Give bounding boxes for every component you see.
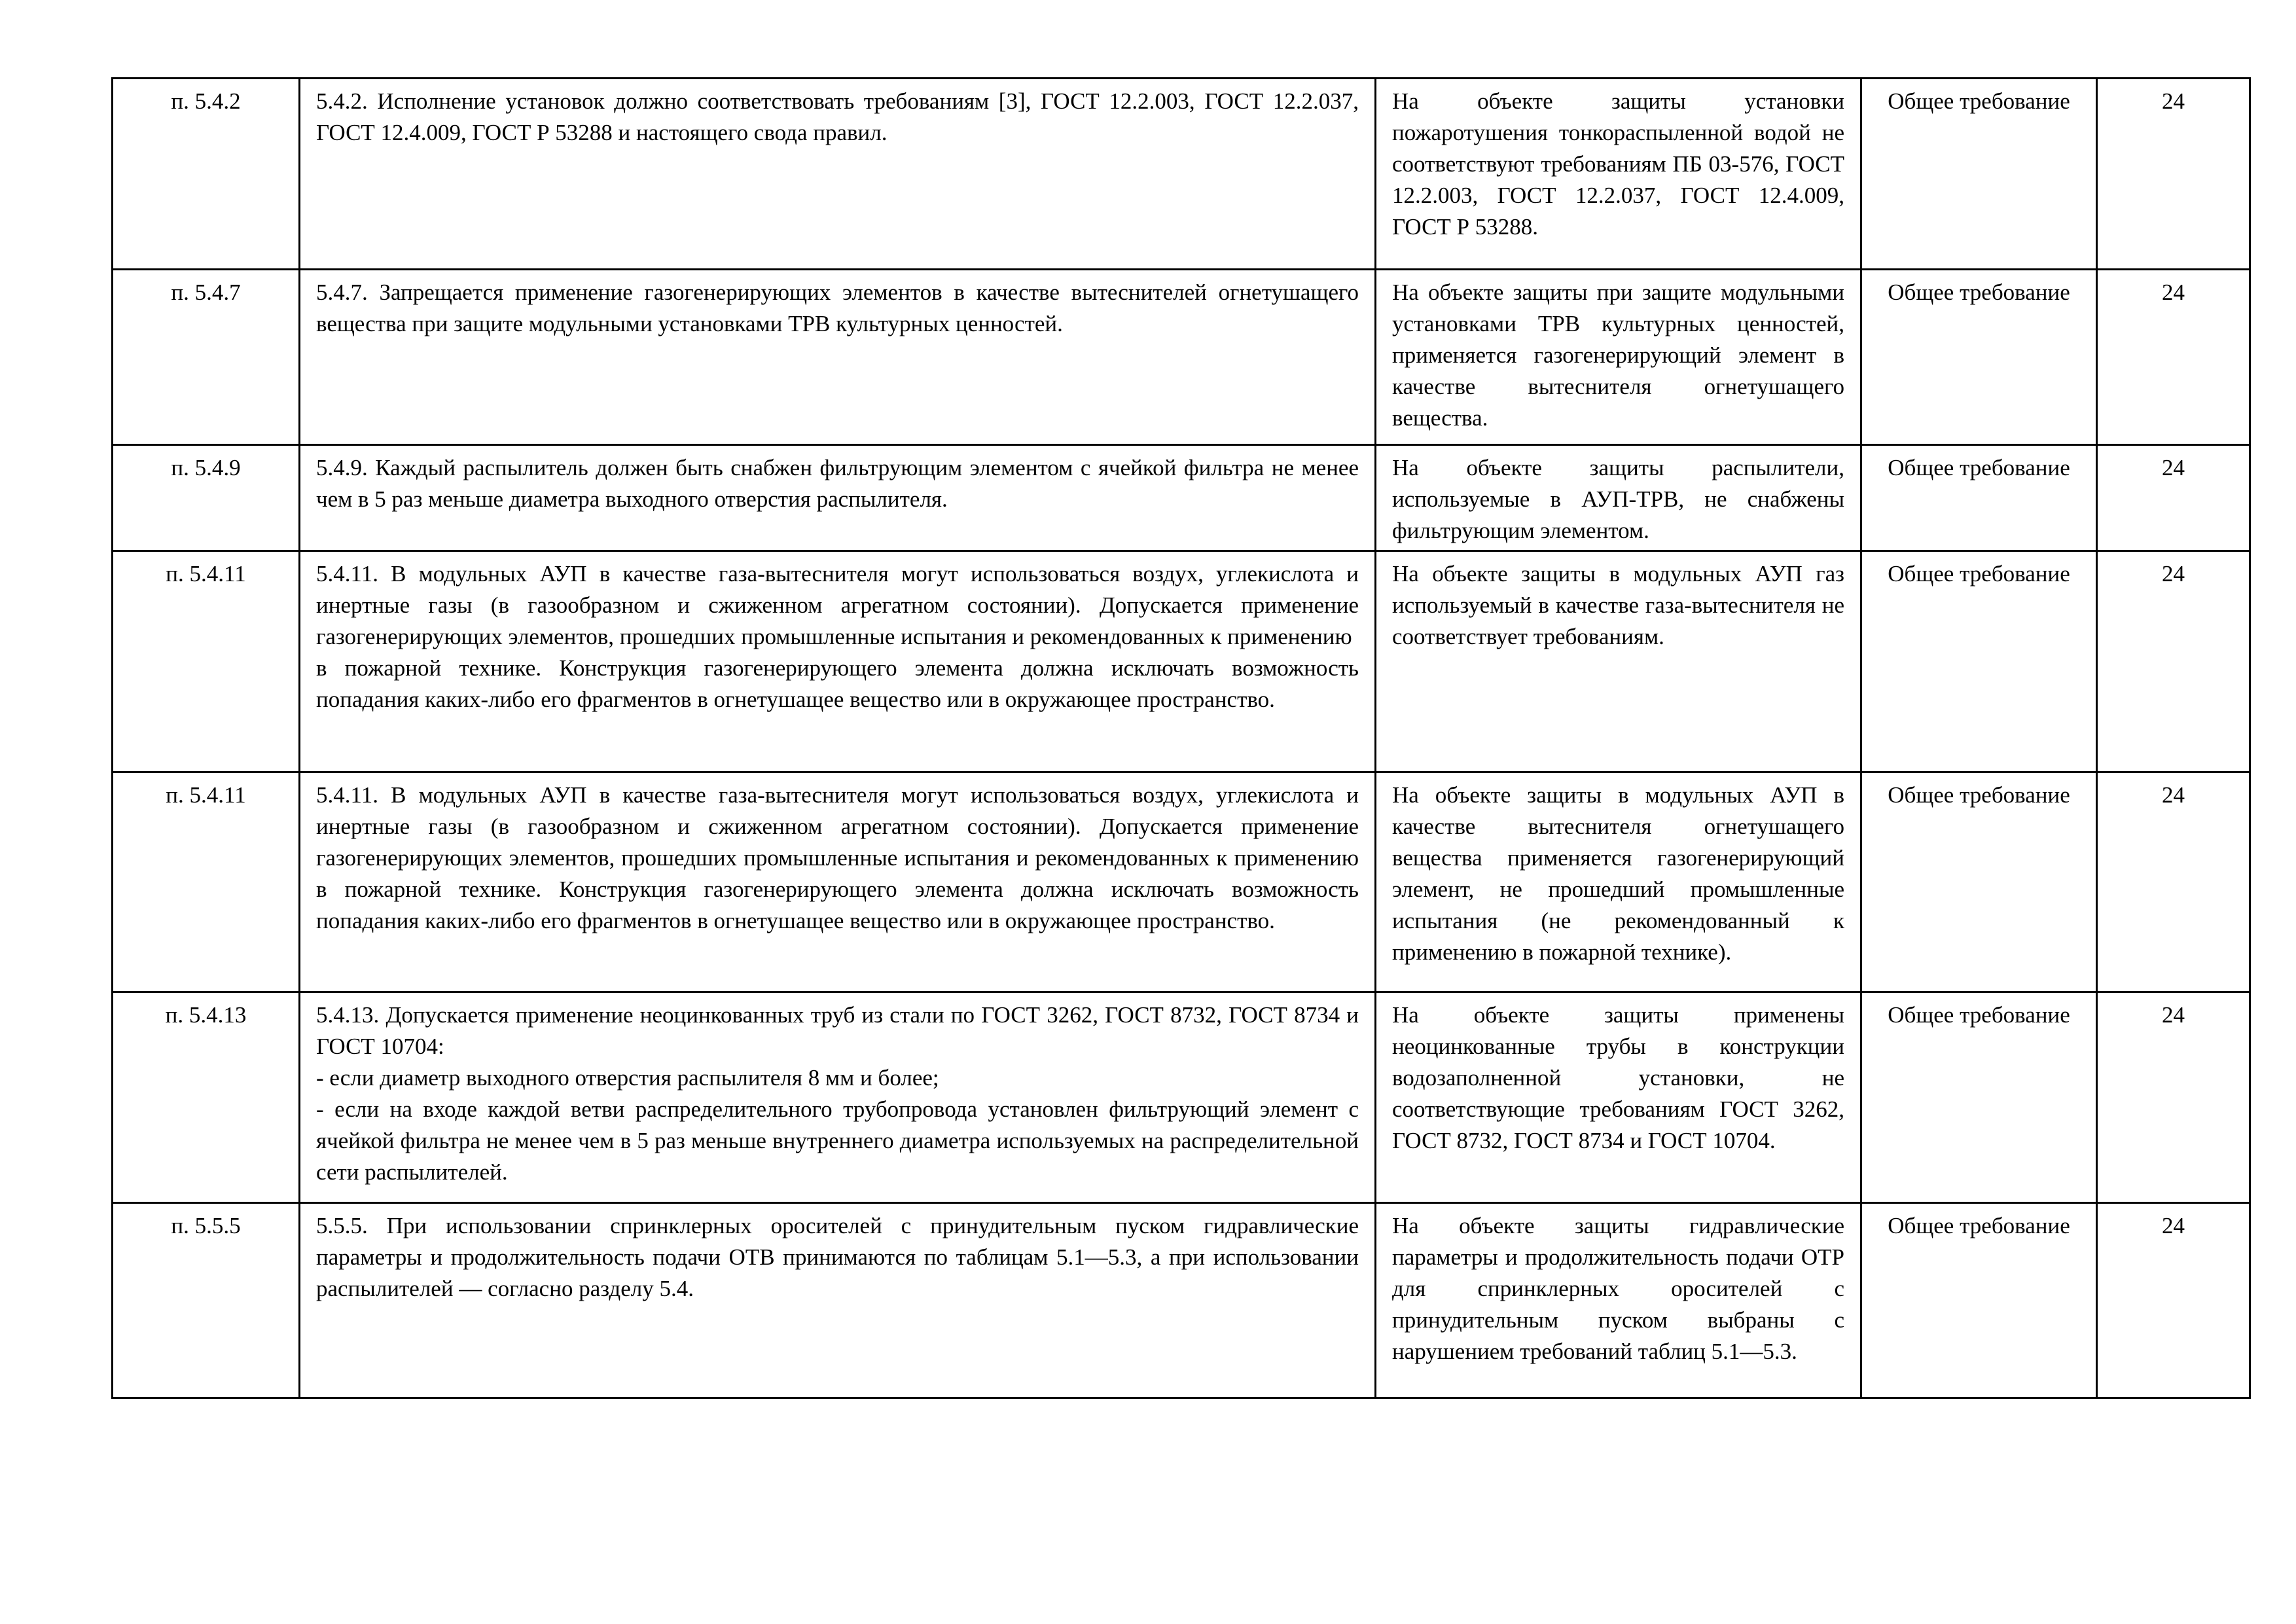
requirement-type-cell: Общее требование bbox=[1861, 772, 2097, 992]
requirement-cell bbox=[300, 270, 1376, 445]
violation-cell: На объекте защиты в модульных АУП в качестве вытеснителя огнетушащего вещества применяется газогенерирующий элемент, не прошедший промышленные испытания (не рекомендованный к применению в пожарной технике). bbox=[1376, 772, 1861, 992]
clause-cell: п. 5.4.13 bbox=[113, 992, 300, 1203]
requirement-text: 5.4.2. Исполнение установок должно соответствовать требованиям [3], ГОСТ 12.2.003, ГОСТ 12.2.037, ГОСТ 12.4.009, ГОСТ Р 53288 и настоящего свода правил. bbox=[316, 88, 1359, 145]
requirement-cell bbox=[300, 445, 1376, 551]
number-cell: 24 bbox=[2097, 551, 2250, 772]
clause-cell: п. 5.4.9 bbox=[113, 445, 300, 551]
requirement-type-cell: Общее требование bbox=[1861, 79, 2097, 270]
requirement-text: 5.5.5. При использовании спринклерных оросителей с принудительным пуском гидравлические параметры и продолжительность подачи ОТВ принимаются по таблицам 5.1—5.3, а при использовании распылителей — согласно разделу 5.4. bbox=[316, 1213, 1359, 1301]
table-row bbox=[113, 270, 2250, 445]
table-row bbox=[113, 1203, 2250, 1398]
table-row bbox=[113, 772, 2250, 992]
clause-cell: п. 5.5.5 bbox=[113, 1203, 300, 1398]
requirements-table bbox=[111, 77, 2251, 1399]
violation-cell: На объекте защиты применены неоцинкованные трубы в конструкции водозаполненной установки, не соответствующие требованиям ГОСТ 3262, ГОСТ 8732, ГОСТ 8734 и ГОСТ 10704. bbox=[1376, 992, 1861, 1203]
table-row bbox=[113, 79, 2250, 270]
requirement-cell bbox=[300, 79, 1376, 270]
clause-cell: п. 5.4.11 bbox=[113, 551, 300, 772]
table-row bbox=[113, 992, 2250, 1203]
number-cell: 24 bbox=[2097, 772, 2250, 992]
requirement-text: 5.4.9. Каждый распылитель должен быть снабжен фильтрующим элементом с ячейкой фильтра не менее чем в 5 раз меньше диаметра выходного отверстия распылителя. bbox=[316, 455, 1359, 512]
requirement-type-cell: Общее требование bbox=[1861, 551, 2097, 772]
violation-cell: На объекте защиты гидравлические параметры и продолжительность подачи ОТР для спринклерных оросителей с принудительным пуском выбраны с нарушением требований таблиц 5.1—5.3. bbox=[1376, 1203, 1861, 1398]
clause-cell: п. 5.4.7 bbox=[113, 270, 300, 445]
requirement-cell bbox=[300, 551, 1376, 772]
requirement-type-cell: Общее требование bbox=[1861, 270, 2097, 445]
requirement-cell bbox=[300, 772, 1376, 992]
requirement-text: 5.4.13. Допускается применение неоцинкованных труб из стали по ГОСТ 3262, ГОСТ 8732, ГОСТ 8734 и ГОСТ 10704: bbox=[316, 1002, 1359, 1059]
number-cell: 24 bbox=[2097, 79, 2250, 270]
requirement-text: в пожарной технике. Конструкция газогенерирующего элемента должна исключать возможность попадания каких-либо его фрагментов в огнетушащее вещество или в окружающее пространство. bbox=[316, 655, 1359, 712]
number-cell: 24 bbox=[2097, 1203, 2250, 1398]
requirement-cell bbox=[300, 1203, 1376, 1398]
requirement-text: - если на входе каждой ветви распределительного трубопровода установлен фильтрующий элемент с ячейкой фильтра не менее чем в 5 раз меньше внутреннего диаметра используемых на распределительной сети распылителей. bbox=[316, 1096, 1359, 1185]
requirement-text: 5.4.7. Запрещается применение газогенерирующих элементов в качестве вытеснителей огнетушащего вещества при защите модульными установками ТРВ культурных ценностей. bbox=[316, 280, 1359, 336]
violation-cell: На объекте защиты в модульных АУП газ используемый в качестве газа-вытеснителя не соответствует требованиям. bbox=[1376, 551, 1861, 772]
number-cell: 24 bbox=[2097, 270, 2250, 445]
violation-cell: На объекте защиты при защите модульными установками ТРВ культурных ценностей, применяется газогенерирующий элемент в качестве вытеснителя огнетушащего вещества. bbox=[1376, 270, 1861, 445]
table-row bbox=[113, 551, 2250, 772]
requirement-type-cell: Общее требование bbox=[1861, 992, 2097, 1203]
number-cell: 24 bbox=[2097, 992, 2250, 1203]
violation-cell: На объекте защиты распылители, используемые в АУП-ТРВ, не снабжены фильтрующим элементом. bbox=[1376, 445, 1861, 551]
requirement-text: - если диаметр выходного отверстия распылителя 8 мм и более; bbox=[316, 1065, 939, 1091]
requirement-cell bbox=[300, 992, 1376, 1203]
clause-cell: п. 5.4.11 bbox=[113, 772, 300, 992]
requirement-text: 5.4.11. В модульных АУП в качестве газа-вытеснителя могут использоваться воздух, углекислота и инертные газы (в газообразном и сжиженном агрегатном состоянии). Допускается применение газогенерирующих элементов, прошедших промышленные испытания и рекомендованных к применению bbox=[316, 561, 1359, 649]
requirement-type-cell: Общее требование bbox=[1861, 1203, 2097, 1398]
requirement-text: 5.4.11. В модульных АУП в качестве газа-вытеснителя могут использоваться воздух, углекислота и инертные газы (в газообразном и сжиженном агрегатном состоянии). Допускается применение газогенерирующих элементов, прошедших промышленные испытания и рекомендованных к применению в пожарной технике. Конструкция газогенерирующего элемента должна исключать возможность попадания каких-либо его фрагментов в огнетушащее вещество или в окружающее пространство. bbox=[316, 782, 1359, 933]
table-row bbox=[113, 445, 2250, 551]
violation-cell: На объекте защиты установки пожаротушения тонкораспыленной водой не соответствуют требованиям ПБ 03-576, ГОСТ 12.2.003, ГОСТ 12.2.037, ГОСТ 12.4.009, ГОСТ Р 53288. bbox=[1376, 79, 1861, 270]
number-cell: 24 bbox=[2097, 445, 2250, 551]
requirement-type-cell: Общее требование bbox=[1861, 445, 2097, 551]
clause-cell: п. 5.4.2 bbox=[113, 79, 300, 270]
